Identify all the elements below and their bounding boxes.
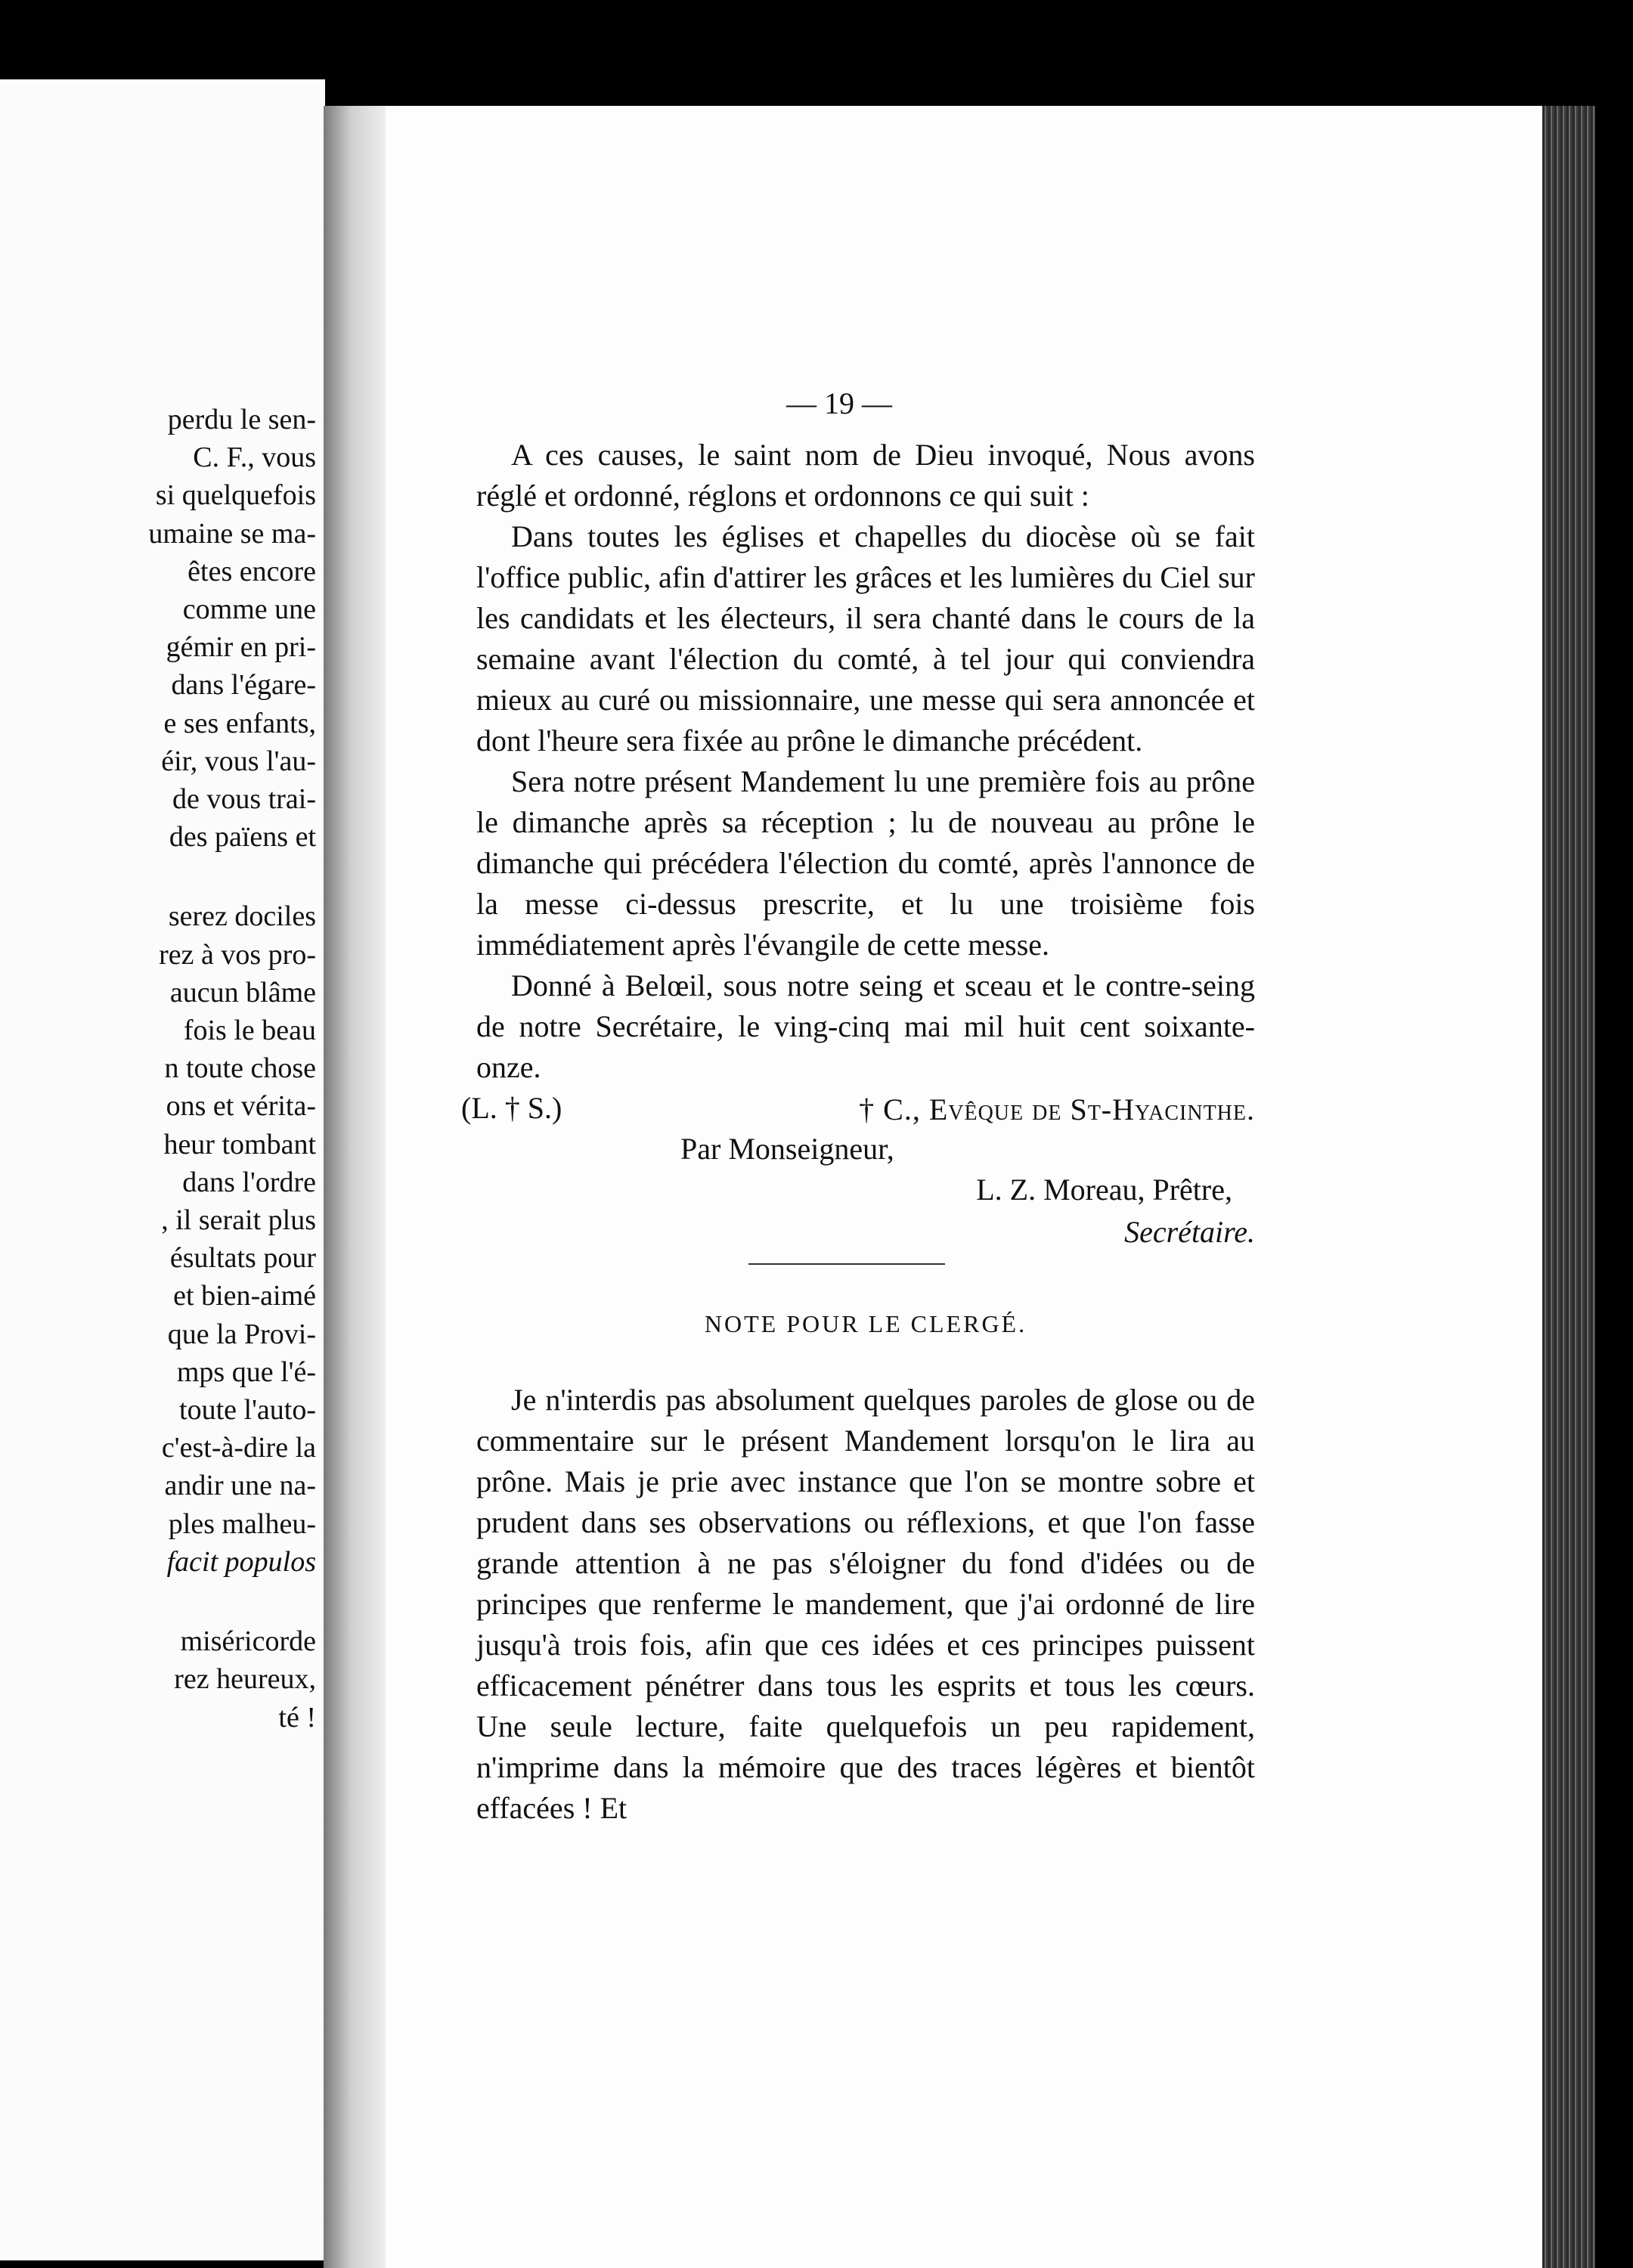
- gutter-shadow: [324, 106, 392, 2268]
- left-page-line: C. F., vous: [193, 442, 316, 474]
- seal-mark: (L. † S.): [461, 1091, 562, 1125]
- signature-block: [461, 1088, 1255, 1170]
- left-page-line: toute l'auto-: [179, 1394, 316, 1427]
- page-number: — 19 —: [786, 386, 892, 420]
- left-page-line: rez heureux,: [174, 1663, 316, 1696]
- left-page-line: gémir en pri-: [166, 631, 316, 664]
- secretary-title: Secrétaire.: [1124, 1215, 1255, 1249]
- left-page-line: umaine se ma-: [148, 517, 316, 550]
- left-page-line: , il serait plus: [161, 1204, 316, 1237]
- left-page-line: dans l'égare-: [171, 669, 316, 702]
- left-page-line: té !: [278, 1701, 316, 1734]
- left-page-line: ons et vérita-: [166, 1090, 316, 1123]
- left-page-line: comme une: [182, 593, 316, 626]
- left-page-line: dans l'ordre: [182, 1166, 316, 1198]
- secretary-name: L. Z. Moreau, Prêtre,: [976, 1173, 1232, 1207]
- page-content: [461, 386, 1255, 1829]
- left-page: [0, 79, 325, 2260]
- left-page-line: êtes encore: [187, 555, 316, 587]
- left-page-line: facit populos: [166, 1545, 316, 1578]
- left-page-line: mps que l'é-: [176, 1356, 316, 1388]
- left-page-line: heur tombant: [163, 1128, 316, 1160]
- bishop-signature: † C., Evêque de St-Hyacinthe.: [859, 1092, 1255, 1126]
- paragraph-causes: A ces causes, le saint nom de Dieu invoqué, Nous avons réglé et ordonné, réglons et ordonnons ce qui suit :: [476, 438, 1255, 513]
- left-page-line: si quelquefois: [155, 479, 316, 512]
- left-page-line: perdu le sen-: [167, 404, 316, 435]
- left-page-line: éir, vous l'au-: [161, 745, 316, 777]
- secretary-block: [476, 1170, 1255, 1253]
- left-page-line: et bien-aimé: [173, 1280, 316, 1312]
- note-paragraph: Je n'interdis pas absolument quelques paroles de glose ou de commentaire sur le présent Mandement lorsqu'on le lira au prône. Mais je prie avec instance que l'on se montre sobre et prudent dans ses observations ou réflexions, et que l'on fasse grande attention à ne pas s'éloigner du fond d'idées ou de principes que renferme le mandement, que j'ai ordonné de lire jusqu'à trois fois, afin que ces idées et ces principes puissent efficacement pénétrer dans tous les esprits et tous les cœurs. Une seule lecture, faite quelquefois un peu rapidement, n'imprime dans la mémoire que des traces légères et bientôt effacées ! Et: [476, 1383, 1255, 1825]
- left-page-line: e ses enfants,: [163, 707, 316, 739]
- paragraph-given: Donné à Belœil, sous notre seing et sceau et le contre-seing de notre Secrétaire, le ving-cinq mai mil huit cent soixante-onze.: [476, 968, 1255, 1084]
- left-page-line: miséricorde: [180, 1625, 316, 1658]
- left-page-line: rez à vos pro-: [159, 938, 316, 971]
- par-monseigneur: Par Monseigneur,: [680, 1132, 894, 1166]
- left-page-line: c'est-à-dire la: [161, 1432, 316, 1464]
- left-page-line: de vous trai-: [172, 783, 316, 816]
- left-page-line: ésultats pour: [169, 1242, 316, 1275]
- page-edge: [1542, 106, 1595, 2268]
- left-page-text: [148, 401, 316, 1737]
- left-page-line: andir une na-: [164, 1470, 316, 1502]
- section-divider: [748, 1263, 945, 1265]
- left-page-line: serez dociles: [168, 900, 316, 933]
- note-title: NOTE POUR LE CLERGÉ.: [704, 1310, 1027, 1337]
- left-page-line: que la Provi-: [167, 1318, 316, 1350]
- left-page-line: n toute chose: [164, 1052, 316, 1085]
- left-page-line: ples malheu-: [168, 1507, 316, 1540]
- left-page-line: fois le beau: [183, 1015, 316, 1047]
- paragraph-churches: Dans toutes les églises et chapelles du diocèse où se fait l'office public, afin d'attirer les grâces et les lumières du Ciel sur les candidats et les électeurs, il sera chanté dans le cours de la semaine avant l'élection du comté, à tel jour qui conviendra mieux au curé ou missionnaire, une messe qui sera annoncée et dont l'heure sera fixée au prône le dimanche précédent.: [476, 519, 1255, 758]
- left-page-line: [148, 856, 316, 897]
- paragraph-reading: Sera notre présent Mandement lu une première fois au prône le dimanche après sa réception ; lu de nouveau au prône le dimanche qui précédera l'élection du comté, après l'annonce de la messe ci-dessus prescrite, et lu une troisième fois immédiatement après l'évangile de cette messe.: [476, 764, 1255, 962]
- left-page-line: aucun blâme: [169, 976, 316, 1009]
- left-page-line: [148, 1581, 316, 1622]
- left-page-line: des païens et: [169, 821, 316, 854]
